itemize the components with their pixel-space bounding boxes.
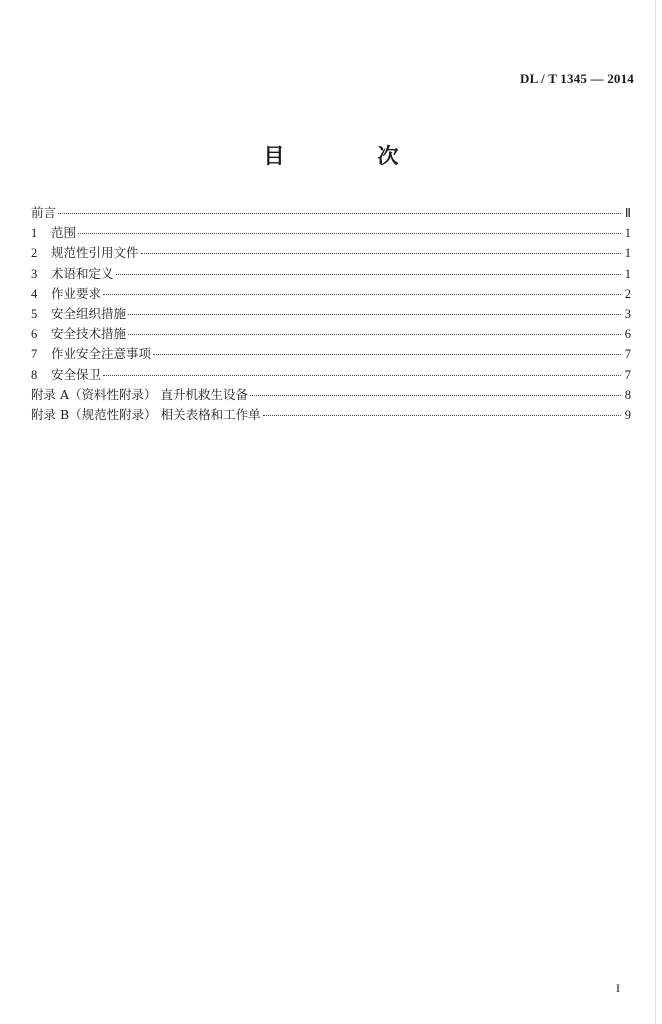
standard-code: DL / T 1345 — 2014 xyxy=(519,71,634,86)
toc-entry-page: 2 xyxy=(624,286,631,301)
toc-entry-page: 7 xyxy=(624,367,631,382)
toc-entry-label: 范围 xyxy=(51,225,77,241)
toc-leader-dots xyxy=(103,294,621,295)
toc-entry-scope[interactable] xyxy=(31,223,631,243)
toc-entry-number: 6 xyxy=(31,327,38,342)
toc-entry-label: 作业要求 xyxy=(51,285,102,301)
toc-leader-dots xyxy=(128,314,621,315)
toc-entry-page: 3 xyxy=(624,306,631,321)
toc-entry-page: 1 xyxy=(624,246,631,261)
toc-entry-label: 安全组织措施 xyxy=(51,305,127,321)
toc-entry-appendix-b[interactable] xyxy=(31,405,631,425)
toc-title: 目 次 xyxy=(263,144,435,168)
toc-leader-dots xyxy=(58,213,621,214)
toc-entry-number: 8 xyxy=(31,367,38,382)
toc-entry-label: 安全技术措施 xyxy=(51,326,127,342)
toc-entry-page: 9 xyxy=(624,407,631,422)
toc-entry-number: 3 xyxy=(31,266,38,281)
toc-entry-safety-precautions[interactable] xyxy=(31,344,631,364)
toc-entry-label: 前言 xyxy=(31,205,57,220)
toc-entry-page: Ⅱ xyxy=(624,206,631,220)
toc-entry-number: 2 xyxy=(31,246,38,261)
toc-leader-dots xyxy=(78,233,621,234)
page-number: I xyxy=(616,981,620,995)
toc-leader-dots xyxy=(116,274,621,275)
toc-entry-page: 8 xyxy=(624,387,631,402)
toc-entry-label: 安全保卫 xyxy=(51,366,102,382)
toc-entry-page: 7 xyxy=(624,347,631,362)
toc-leader-dots xyxy=(153,354,621,355)
toc-leader-dots xyxy=(141,253,621,254)
toc-entry-number: 7 xyxy=(31,347,38,362)
toc-entry-page: 1 xyxy=(624,226,631,241)
toc-entry-security[interactable] xyxy=(31,365,631,385)
toc-entry-page: 6 xyxy=(624,327,631,342)
toc-leader-dots xyxy=(103,375,621,376)
toc-entry-safety-organization[interactable] xyxy=(31,304,631,324)
toc-entry-label: 附录 A（资料性附录） 直升机救生设备 xyxy=(31,386,248,402)
toc-entry-label: 作业安全注意事项 xyxy=(51,346,152,362)
toc-entry-terms-definitions[interactable] xyxy=(31,264,631,284)
toc-entry-foreword[interactable] xyxy=(31,203,631,223)
toc-entry-label: 附录 B（规范性附录） 相关表格和工作单 xyxy=(31,406,261,422)
toc-leader-dots xyxy=(263,415,621,416)
toc-entry-normative-references[interactable] xyxy=(31,243,631,263)
toc-leader-dots xyxy=(128,334,621,335)
toc-entry-appendix-a[interactable] xyxy=(31,385,631,405)
toc-entry-number: 4 xyxy=(31,286,38,301)
toc-entry-label: 规范性引用文件 xyxy=(51,245,139,261)
toc-entry-number: 1 xyxy=(31,226,38,241)
toc-entry-page: 1 xyxy=(624,266,631,281)
toc-entry-safety-technical[interactable] xyxy=(31,324,631,344)
table-of-contents xyxy=(31,203,631,425)
toc-leader-dots xyxy=(250,395,621,396)
toc-entry-label: 术语和定义 xyxy=(51,265,114,281)
toc-entry-number: 5 xyxy=(31,306,38,321)
toc-entry-work-requirements[interactable] xyxy=(31,284,631,304)
